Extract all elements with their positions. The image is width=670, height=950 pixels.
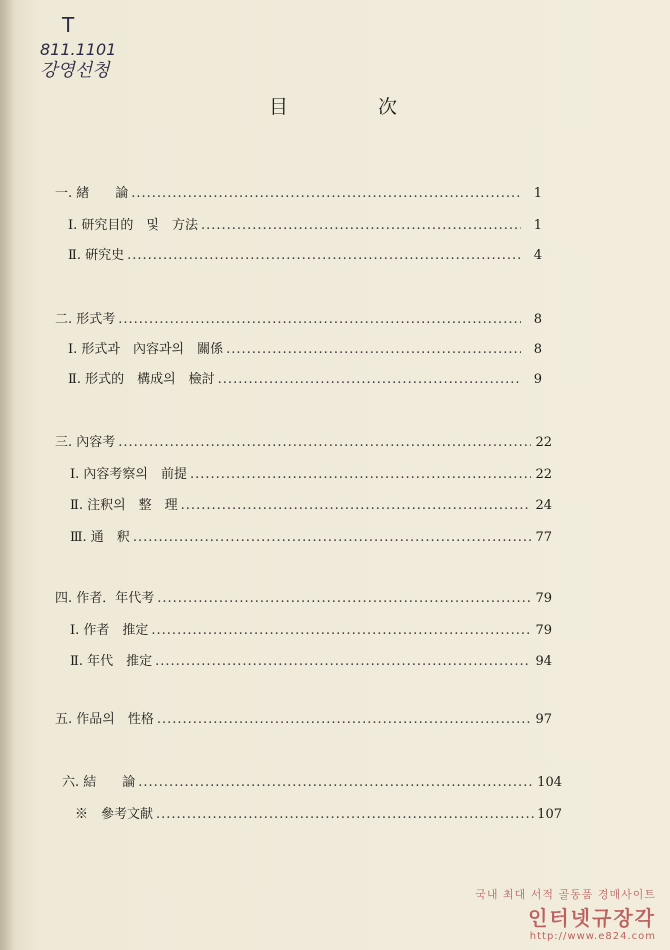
toc-entry-label: 四. 作者．年代考 — [55, 591, 155, 606]
toc-entry-label: Ⅰ. 作者 推定 — [70, 623, 149, 638]
toc-entry-chapter-3 — [55, 433, 552, 453]
title-char-1: 目 — [268, 96, 292, 118]
toc-entry-2-1 — [68, 340, 542, 360]
toc-entry-chapter-6 — [62, 773, 562, 793]
title-char-2: 次 — [378, 96, 402, 118]
dot-leader — [156, 805, 534, 825]
toc-entry-3-1 — [70, 465, 552, 485]
toc-entry-label: ※ 參考文献 — [75, 807, 154, 822]
toc-entry-page: 9 — [533, 372, 542, 387]
toc-entry-page: 107 — [537, 807, 562, 822]
toc-entry-label: 二. 形式考 — [55, 312, 116, 327]
toc-entry-chapter-4 — [55, 589, 552, 609]
toc-entry-2-2 — [68, 370, 542, 390]
dot-leader — [190, 465, 531, 485]
call-number-letter: T — [62, 13, 75, 37]
dot-leader — [151, 621, 531, 641]
toc-entry-label: Ⅰ. 內容考察의 前提 — [70, 467, 187, 482]
toc-entry-page: 24 — [535, 498, 552, 513]
toc-entry-label: Ⅰ. 形式과 內容과의 關係 — [68, 342, 224, 357]
dot-leader — [157, 589, 531, 609]
toc-entry-label: Ⅲ. 通 釈 — [70, 530, 130, 545]
call-number-author: 강영선청 — [40, 60, 110, 82]
toc-entry-1-1 — [68, 216, 542, 236]
watermark-url: http://www.e824.com — [529, 931, 656, 942]
toc-entry-label: Ⅱ. 注釈의 整 理 — [70, 498, 178, 513]
watermark-tagline: 국내 최대 서적 골동품 경매사이트 — [475, 888, 656, 901]
watermark-brand: 인터넷규장각 — [528, 906, 656, 930]
toc-entry-3-3 — [70, 528, 552, 548]
toc-entry-label: Ⅱ. 年代 推定 — [70, 654, 153, 669]
toc-entry-page: 8 — [533, 342, 542, 357]
toc-entry-chapter-5 — [55, 710, 552, 730]
toc-entry-label: Ⅱ. 形式的 構成의 檢討 — [68, 372, 215, 387]
dot-leader — [155, 652, 531, 672]
dot-leader — [133, 528, 531, 548]
dot-leader — [181, 496, 531, 516]
dot-leader — [138, 773, 534, 793]
dot-leader — [201, 216, 521, 236]
dot-leader — [127, 246, 521, 266]
toc-entry-page: 104 — [537, 775, 562, 790]
toc-entry-label: Ⅰ. 研究目的 및 方法 — [68, 218, 198, 233]
toc-entry-page: 22 — [535, 435, 552, 450]
dot-leader — [118, 433, 531, 453]
toc-entry-references — [75, 805, 562, 825]
toc-entry-chapter-1 — [55, 184, 542, 204]
toc-entry-label: 一. 緖 論 — [55, 186, 129, 201]
dot-leader — [157, 710, 531, 730]
toc-entry-label: Ⅱ. 硏究史 — [68, 248, 125, 263]
toc-entry-page: 79 — [535, 623, 552, 638]
seller-watermark — [475, 886, 656, 942]
toc-entry-chapter-2 — [55, 310, 542, 330]
toc-entry-page: 4 — [533, 248, 542, 263]
toc-entry-4-2 — [70, 652, 552, 672]
call-number-classification: 811.1101 — [40, 40, 117, 59]
toc-entry-page: 8 — [533, 312, 542, 327]
toc-entry-page: 97 — [535, 712, 552, 727]
toc-entry-4-1 — [70, 621, 552, 641]
toc-entry-page: 77 — [535, 530, 552, 545]
toc-entry-page: 22 — [535, 467, 552, 482]
toc-entry-3-2 — [70, 496, 552, 516]
toc-entry-1-2 — [68, 246, 542, 266]
dot-leader — [226, 340, 521, 360]
dot-leader — [131, 184, 521, 204]
toc-entry-page: 79 — [535, 591, 552, 606]
toc-entry-page: 94 — [535, 654, 552, 669]
toc-entry-label: 六. 結 論 — [62, 775, 136, 790]
dot-leader — [118, 310, 521, 330]
toc-entry-page: 1 — [533, 186, 542, 201]
toc-entry-label: 三. 內容考 — [55, 435, 116, 450]
toc-entry-label: 五. 作品의 性格 — [55, 712, 154, 727]
toc-entry-page: 1 — [533, 218, 542, 233]
dot-leader — [218, 370, 521, 390]
